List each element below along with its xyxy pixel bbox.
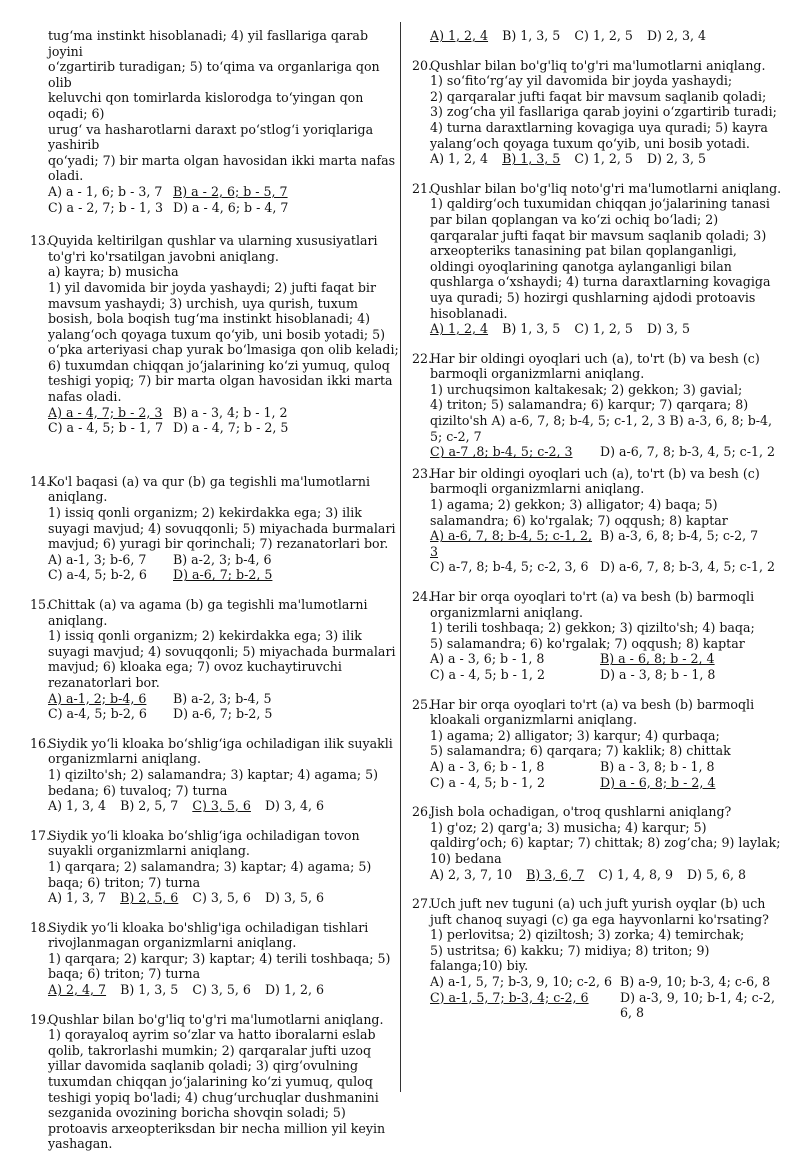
q13-line-2: 1) yil davomida bir joyda yashaydi; 2) jufti faqat bir mavsum yashaydi; 3) urchish, uya qurish, tuxum bosish, bola boqish tug‘ma instinkt hisoblanadi; 4) yalang‘och qoyaga tuxum qo‘yib, uni bosib yotadi; 5) o‘pka arteriyasi chap yurak bo‘lmasiga qon olib keladi; 6) tuxumdan chiqqan jo‘jalarining ko‘zi yumuq, quloq teshigi yopiq; 7) bir marta olgan havosidan ikki marta nafas oladi.	[48, 279, 399, 405]
q20-number: 20.	[412, 57, 433, 73]
question-21	[412, 181, 784, 337]
right-column	[412, 28, 784, 1035]
q14-line-1: 1) issiq qonli organizm; 2) kekirdakka ega; 3) ilik suyagi mavjud; 4) sovuqqonli; 5) miyachada burmalari mavjud; 6) yuragi bir qorinchali; 7) rezanatorlari bor.	[48, 505, 396, 552]
q15-option-d[interactable]: D) a-6, 7; b-2, 5	[173, 706, 273, 722]
q23-option-b[interactable]: B) a-3, 6, 8; b-4, 5; c-2, 7	[600, 528, 759, 544]
q17-option-a[interactable]: A) 1, 3, 7	[48, 890, 107, 906]
q14-prompt: Ko'l baqasi (a) va qur (b) ga tegishli ma'lumotlarni aniqlang.	[48, 473, 370, 505]
q24-option-d[interactable]: D) a - 3, 8; b - 1, 8	[600, 666, 716, 682]
question-25	[412, 697, 784, 791]
q24-option-a[interactable]: A) a - 3, 6; b - 1, 8	[430, 651, 545, 667]
q26-prompt: Jish bola ochadigan, o'troq qushlarni aniqlang?	[430, 804, 732, 820]
q18-option-c[interactable]: C) 3, 5, 6	[192, 982, 251, 998]
q24-line-2: 5) salamandra; 6) ko'rgalak; 7) oqqush; 8) kaptar	[430, 635, 745, 651]
q20-prompt: Qushlar bilan bo'g'liq to'g'ri ma'lumotlarni aniqlang.	[430, 57, 766, 73]
q17-prompt: Siydik yo‘li kloaka bo‘shlig‘iga ochiladigan tovon suyakli organizmlarni aniqlang.	[48, 827, 360, 859]
q20-line-1: 1) so‘fito‘rg‘ay yil davomida bir joyda yashaydi;	[430, 73, 733, 89]
q20-line-3: 3) zog‘cha yil fasllariga qarab joyini o‘zgartirib turadi;	[430, 104, 777, 120]
q21-option-b[interactable]: B) 1, 3, 5	[502, 321, 561, 337]
q25-prompt: Har bir orqa oyoqlari to'rt (a) va besh (b) barmoqli kloakali organizmlarni aniqlang.	[430, 696, 755, 728]
q27-line-2: 5) ustritsa; 6) kakku; 7) midiya; 8) triton; 9) falanga;10) biy.	[430, 942, 710, 974]
q27-line-1: 1) perlovitsa; 2) qiziltosh; 3) zorka; 4) temirchak;	[430, 927, 745, 943]
question-13	[30, 233, 402, 436]
q12-option-d[interactable]: D) a - 4, 6; b - 4, 7	[173, 199, 289, 215]
question-22	[412, 351, 784, 460]
q24-number: 24.	[412, 589, 433, 604]
q23-line-1: 1) agama; 2) gekkon; 3) alligator; 4) baqa; 5) salamandra; 6) ko'rgalak; 7) oqqush; 8) kaptar	[430, 497, 728, 528]
q21-number: 21.	[412, 180, 433, 196]
q13-line-1: a) kayra; b) musicha	[48, 264, 179, 280]
q20-line-2: 2) qarqaralar jufti faqat bir mavsum saqlanib qoladi;	[430, 88, 767, 104]
question-20	[412, 58, 784, 167]
q21-option-c[interactable]: C) 1, 2, 5	[574, 321, 633, 337]
q25-option-c[interactable]: C) a - 4, 5; b - 1, 2	[430, 774, 545, 790]
q17-number: 17.	[30, 827, 51, 843]
q16-option-a[interactable]: A) 1, 3, 4	[48, 798, 107, 814]
q13-option-b[interactable]: B) a - 3, 4; b - 1, 2	[173, 404, 288, 420]
q22-option-d[interactable]: D) a-6, 7, 8; b-3, 4, 5; c-1, 2	[600, 444, 776, 460]
q27-number: 27.	[412, 896, 433, 912]
q12-line-3: keluvchi qon tomirlarda kislorodga to‘yingan qon oqadi; 6)	[48, 90, 364, 121]
q24-line-1: 1) terili toshbaqa; 2) gekkon; 3) qizilto'sh; 4) baqa;	[430, 620, 755, 636]
question-19-options	[412, 28, 784, 44]
q12-line-1: tug‘ma instinkt hisoblanadi; 4) yil fasllariga qarab joyini	[48, 28, 369, 59]
q15-option-a[interactable]: A) a-1, 2; b-4, 6	[48, 690, 147, 706]
q14-option-b[interactable]: B) a-2, 3; b-4, 6	[173, 551, 272, 567]
q25-option-a[interactable]: A) a - 3, 6; b - 1, 8	[430, 758, 545, 774]
q25-number: 25.	[412, 696, 433, 712]
q13-prompt: Quyida keltirilgan qushlar va ularning xususiyatlari to'g'ri ko'rsatilgan javobni aniqlang.	[48, 233, 378, 264]
q20-option-d[interactable]: D) 2, 3, 5	[646, 151, 707, 167]
q12-line-5: qo‘yadi; 7) bir marta olgan havosidan ikki marta nafas oladi.	[48, 152, 396, 184]
q18-line-1: 1) qarqara; 2) karqur; 3) kaptar; 4) terili toshbaqa; 5) baqa; 6) triton; 7) turna	[48, 950, 391, 982]
q13-option-c[interactable]: C) a - 4, 5; b - 1, 7	[48, 420, 163, 436]
q13-number: 13.	[30, 233, 51, 249]
q16-option-d[interactable]: D) 3, 4, 6	[264, 798, 325, 814]
q16-option-b[interactable]: B) 2, 5, 7	[120, 798, 179, 814]
q22-number: 22.	[412, 350, 433, 366]
q14-option-a[interactable]: A) a-1, 3; b-6, 7	[48, 551, 147, 567]
q21-line-1: 1) qaldirg‘och tuxumidan chiqqan jo‘jalarining tanasi par bilan qoplangan va ko‘zi ochiq bo‘ladi; 2) qarqaralar jufti faqat bir mavsum saqlanib qoladi; 3) arxeopteriks tanasining pat bilan qoplanganligi, oldingi oyoqlarining qanotga aylanganligi bilan qushlarga o‘xshaydi; 4) turna daraxtlarning kovagiga uya quradi; 5) hozirgi qushlarning ajdodi protoavis hisoblanadi.	[430, 196, 771, 321]
q13-option-d[interactable]: D) a - 4, 7; b - 2, 5	[173, 420, 289, 436]
q18-number: 18.	[30, 919, 51, 935]
q26-number: 26.	[412, 804, 433, 820]
q19-option-d[interactable]: D) 2, 3, 4	[646, 28, 707, 43]
q19-option-c[interactable]: C) 1, 2, 5	[574, 28, 633, 43]
question-27	[412, 896, 784, 1021]
question-14	[30, 474, 402, 583]
q19-prompt: Qushlar bilan bo'g'liq to'g'ri ma'lumotlarni aniqlang.	[48, 1011, 384, 1027]
q18-option-a[interactable]: A) 2, 4, 7	[48, 982, 107, 998]
q12-line-4: urug‘ va hasharotlarni daraxt po‘stlog‘i yoriqlariga yashirib	[48, 121, 374, 153]
q19-number: 19.	[30, 1011, 51, 1027]
q13-option-a[interactable]: A) a - 4, 7; b - 2, 3	[48, 404, 163, 420]
q27-option-a[interactable]: A) a-1, 5, 7; b-3, 9, 10; c-2, 6	[430, 974, 613, 990]
q26-option-c[interactable]: C) 1, 4, 8, 9	[598, 866, 673, 882]
q12-option-a[interactable]: A) a - 1, 6; b - 3, 7	[48, 183, 163, 199]
q23-prompt: Har bir oldingi oyoqlari uch (a), to'rt (b) va besh (c) barmoqli organizmlarni aniqlang.	[430, 465, 760, 497]
q26-line-1: 1) g'oz; 2) qarg'a; 3) musicha; 4) karqur; 5) qaldirg’och; 6) kaptar; 7) chittak; 8) zog’cha; 9) laylak; 10) bedana	[430, 819, 781, 866]
q22-line-2: 4) triton; 5) salamandra; 6) karqur; 7) qarqara; 8) qizilto'sh A) a-6, 7, 8; b-4, 5; c-1, 2, 3 B) a-3, 6, 8; b-4, 5; c-2, 7	[430, 397, 773, 444]
q14-option-d[interactable]: D) a-6, 7; b-2, 5	[173, 567, 273, 583]
q15-prompt: Chittak (a) va agama (b) ga tegishli ma'lumotlarni aniqlang.	[48, 597, 368, 628]
q14-number: 14.	[30, 473, 51, 489]
q18-option-b[interactable]: B) 1, 3, 5	[120, 982, 179, 998]
q22-line-1: 1) urchuqsimon kaltakesak; 2) gekkon; 3) gavial;	[430, 381, 743, 397]
q16-prompt: Siydik yo‘li kloaka bo‘shlig‘iga ochiladigan ilik suyakli organizmlarni aniqlang.	[48, 735, 393, 767]
q17-option-c[interactable]: C) 3, 5, 6	[192, 890, 251, 906]
q25-line-1: 1) agama; 2) alligator; 3) karqur; 4) qurbaqa;	[430, 727, 720, 743]
q20-option-b[interactable]: B) 1, 3, 5	[502, 151, 561, 167]
q19-line-1: 1) qorayaloq ayrim so‘zlar va hatto iboralarni eslab qolib, takrorlashi mumkin; 2) qarqaralar jufti uzoq yillar davomida saqlanib qoladi; 3) qirg‘ovulning tuxumdan chiqqan jo‘jalarining ko‘zi yumuq, quloq teshigi yopiq bo'ladi; 4) chug‘urchuqlar dushmanini sezganida ovozining boricha shovqin soladi; 5) protoavis arxeopteriksdan bir necha million yil keyin yashagan.	[48, 1027, 386, 1152]
q27-option-b[interactable]: B) a-9, 10; b-3, 4; c-6, 8	[620, 974, 771, 990]
q19-option-a[interactable]: A) 1, 2, 4	[430, 28, 489, 43]
left-column	[30, 28, 402, 1166]
q25-option-d[interactable]: D) a - 6, 8; b - 2, 4	[600, 774, 716, 790]
q26-option-b[interactable]: B) 3, 6, 7	[526, 866, 585, 882]
q22-prompt: Har bir oldingi oyoqlari uch (a), to'rt (b) va besh (c) barmoqli organizmlarni aniqlang.	[430, 350, 760, 382]
q18-prompt: Siydik yo‘li kloaka bo'shlig'iga ochiladigan tishlari rivojlanmagan organizmlarni aniqlang.	[48, 919, 369, 951]
q27-option-c[interactable]: C) a-1, 5, 7; b-3, 4; c-2, 6	[430, 989, 589, 1005]
q21-prompt: Qushlar bilan bo'g'liq noto'g'ri ma'lumotlarni aniqlang.	[430, 180, 782, 196]
question-18	[30, 920, 402, 998]
q17-option-b[interactable]: B) 2, 5, 6	[120, 890, 179, 906]
q20-option-a[interactable]: A) 1, 2, 4	[430, 151, 489, 167]
q23-number: 23.	[412, 465, 433, 481]
q17-option-d[interactable]: D) 3, 5, 6	[264, 890, 325, 906]
q16-line-1: 1) qizilto'sh; 2) salamandra; 3) kaptar; 4) agama; 5) bedana; 6) tuvaloq; 7) turna	[48, 766, 379, 798]
q21-option-d[interactable]: D) 3, 5	[646, 321, 690, 337]
q15-option-c[interactable]: C) a-4, 5; b-2, 6	[48, 706, 147, 722]
q21-option-a[interactable]: A) 1, 2, 4	[430, 321, 489, 337]
q25-option-b[interactable]: B) a - 3, 8; b - 1, 8	[600, 758, 715, 774]
q23-option-d[interactable]: D) a-6, 7, 8; b-3, 4, 5; c-1, 2	[600, 559, 776, 575]
q24-option-b[interactable]: B) a - 6, 8; b - 2, 4	[600, 651, 715, 667]
q15-number: 15.	[30, 597, 51, 612]
question-17	[30, 828, 402, 906]
q15-option-b[interactable]: B) a-2, 3; b-4, 5	[173, 690, 272, 706]
q19-option-b[interactable]: B) 1, 3, 5	[502, 28, 561, 43]
q14-option-c[interactable]: C) a-4, 5; b-2, 6	[48, 567, 147, 583]
question-23	[412, 466, 784, 575]
question-12-continued	[30, 28, 402, 215]
q27-prompt: Uch juft nev tuguni (a) uch juft yurish oyqlar (b) uch juft chanoq suyagi (c) ga ega hayvonlarni ko'rsating?	[430, 896, 769, 927]
q20-option-c[interactable]: C) 1, 2, 5	[574, 151, 633, 167]
q12-option-b[interactable]: B) a - 2, 6; b - 5, 7	[173, 183, 288, 199]
q17-line-1: 1) qarqara; 2) salamandra; 3) kaptar; 4) agama; 5) baqa; 6) triton; 7) turna	[48, 858, 372, 890]
question-16	[30, 736, 402, 814]
q15-line-1: 1) issiq qonli organizm; 2) kekirdakka ega; 3) ilik suyagi mavjud; 4) sovuqqonli; 5) miyachada burmalari mavjud; 6) kloaka ega; 7) ovoz kuchaytiruvchi rezanatorlari bor.	[48, 628, 396, 690]
q12-option-c[interactable]: C) a - 2, 7; b - 1, 3	[48, 199, 163, 215]
q26-option-d[interactable]: D) 5, 6, 8	[687, 866, 747, 882]
question-26	[412, 804, 784, 882]
q23-option-a[interactable]: A) a-6, 7, 8; b-4, 5; c-1, 2, 3	[430, 528, 593, 559]
q18-option-d[interactable]: D) 1, 2, 6	[264, 982, 325, 998]
q16-option-c[interactable]: C) 3, 5, 6	[192, 798, 251, 814]
q23-option-c[interactable]: C) a-7, 8; b-4, 5; c-2, 3, 6	[430, 559, 589, 575]
q16-number: 16.	[30, 735, 51, 751]
q24-prompt: Har bir orqa oyoqlari to'rt (a) va besh (b) barmoqli organizmlarni aniqlang.	[430, 589, 755, 620]
question-24	[412, 589, 784, 683]
q22-option-c[interactable]: C) a-7 ,8; b-4, 5; c-2, 3	[430, 444, 573, 460]
q25-line-2: 5) salamandra; 6) qarqara; 7) kaklik; 8) chittak	[430, 743, 731, 759]
q27-option-d[interactable]: D) a-3, 9, 10; b-1, 4; c-2, 6, 8	[620, 989, 776, 1021]
q20-line-4: 4) turna daraxtlarning kovagiga uya quradi; 5) kayra yalang‘och qoyaga tuxum qo‘yib, uni bosib yotadi.	[430, 119, 768, 151]
question-15	[30, 597, 402, 722]
q24-option-c[interactable]: C) a - 4, 5; b - 1, 2	[430, 666, 545, 682]
q26-option-a[interactable]: A) 2, 3, 7, 10	[430, 866, 513, 882]
q12-line-2: o‘zgartirib turadigan; 5) to‘qima va organlariga qon olib	[48, 59, 380, 90]
